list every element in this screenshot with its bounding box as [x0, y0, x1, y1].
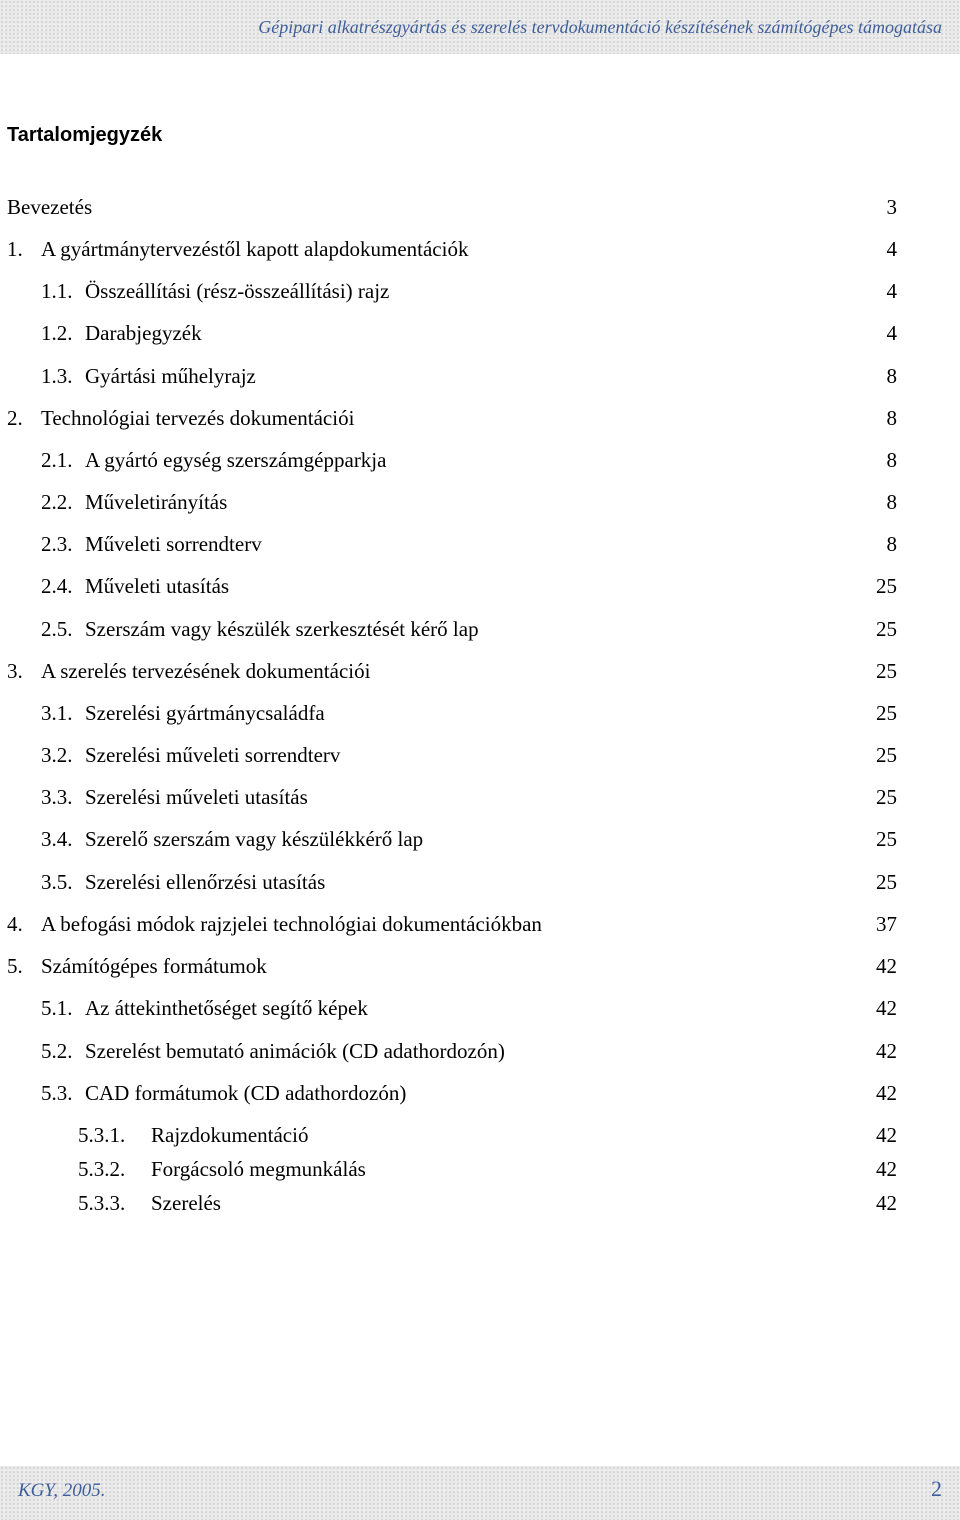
toc-entry [0, 318, 960, 348]
toc-entry-page: 4 [886, 237, 897, 261]
toc-entry-page: 8 [886, 406, 897, 430]
toc-entry-label: A gyártó egység szerszámgépparkja [85, 448, 387, 472]
toc-entry [0, 361, 960, 391]
toc-entry-label: CAD formátumok (CD adathordozón) [85, 1081, 407, 1105]
toc-entry-number: 3.2. [41, 743, 73, 767]
toc-entry [0, 1188, 960, 1218]
toc-entry-label: Műveleti utasítás [85, 574, 230, 598]
toc-entry-label: Szerelés [151, 1191, 221, 1215]
toc-entry [0, 445, 960, 475]
toc-entry-page: 8 [886, 364, 897, 388]
toc-entry [0, 487, 960, 517]
toc-entry-number: 2.5. [41, 617, 73, 641]
toc-entry-label: Szerelést bemutató animációk (CD adathordozón) [85, 1039, 505, 1063]
toc-entry-label: Darabjegyzék [85, 321, 202, 345]
toc-entry [0, 951, 960, 981]
toc-entry [0, 993, 960, 1023]
footer-page-number: 2 [931, 1476, 942, 1501]
toc-entry-number: 2.4. [41, 574, 73, 598]
toc-entry-page: 25 [876, 870, 897, 894]
toc-entry-number: 1. [7, 237, 23, 261]
toc-entry-page: 25 [876, 827, 897, 851]
toc-entry-number: 3.3. [41, 785, 73, 809]
toc-entry-page: 42 [876, 1157, 897, 1181]
toc-entry-page: 37 [876, 912, 897, 936]
toc-entry-number: 5.3.2. [78, 1157, 126, 1181]
toc-entry-label: Összeállítási (rész-összeállítási) rajz [85, 279, 390, 303]
toc-entry-page: 25 [876, 617, 897, 641]
toc-entry [0, 1078, 960, 1108]
toc-entry [0, 403, 960, 433]
toc-entry [0, 192, 960, 222]
toc-entry-number: 3.5. [41, 870, 73, 894]
toc-entry-label: Műveletirányítás [85, 490, 228, 514]
toc-entry-number: 3. [7, 659, 23, 683]
toc-entry [0, 1120, 960, 1150]
toc-entry-number: 3.4. [41, 827, 73, 851]
toc-entry-number: 5. [7, 954, 23, 978]
toc-entry [0, 1154, 960, 1184]
toc-entry-page: 42 [876, 1191, 897, 1215]
toc-entry [0, 276, 960, 306]
toc-entry-page: 8 [886, 448, 897, 472]
toc-entry-number: 1.1. [41, 279, 73, 303]
toc-entry-number: 3.1. [41, 701, 73, 725]
toc-entry-label: Bevezetés [7, 195, 93, 219]
toc-entry-label: Rajzdokumentáció [151, 1123, 309, 1147]
toc-entry-number: 5.2. [41, 1039, 73, 1063]
toc-entry [0, 656, 960, 686]
toc-entry-label: A befogási módok rajzjelei technológiai dokumentációkban [41, 912, 542, 936]
toc-entry-page: 25 [876, 785, 897, 809]
toc-entry-number: 5.3. [41, 1081, 73, 1105]
toc-entry [0, 867, 960, 897]
toc-entry-label: Szerszám vagy készülék szerkesztését kérő lap [85, 617, 479, 641]
toc-entry [0, 529, 960, 559]
footer-author-year: KGY, 2005. [18, 1480, 106, 1501]
toc-entry-page: 42 [876, 996, 897, 1020]
toc-entry-page: 25 [876, 701, 897, 725]
toc-entry-number: 1.2. [41, 321, 73, 345]
toc-entry [0, 740, 960, 770]
toc-entry-label: A gyártmánytervezéstől kapott alapdokumentációk [41, 237, 469, 261]
toc-entry-label: Gyártási műhelyrajz [85, 364, 256, 388]
toc-entry-number: 2. [7, 406, 23, 430]
toc-entry-label: Szerelési gyártmánycsaládfa [85, 701, 325, 725]
toc-entry-number: 5.3.1. [78, 1123, 126, 1147]
toc-entry-label: A szerelés tervezésének dokumentációi [41, 659, 371, 683]
toc-entry-page: 25 [876, 574, 897, 598]
toc-entry-number: 4. [7, 912, 23, 936]
toc-entry-page: 42 [876, 954, 897, 978]
toc-entry-page: 25 [876, 659, 897, 683]
toc-entry [0, 782, 960, 812]
toc-entry [0, 1036, 960, 1066]
toc-entry-page: 42 [876, 1081, 897, 1105]
toc-entry-label: Számítógépes formátumok [41, 954, 267, 978]
toc-entry-label: Műveleti sorrendterv [85, 532, 262, 556]
toc-title: Tartalomjegyzék [7, 124, 163, 146]
toc-entry-number: 1.3. [41, 364, 73, 388]
toc-entry [0, 909, 960, 939]
toc-entry-page: 42 [876, 1123, 897, 1147]
footer-band [0, 1466, 960, 1520]
toc-entry-page: 8 [886, 490, 897, 514]
toc-entry-page: 4 [886, 279, 897, 303]
toc-entry-label: Szerelő szerszám vagy készülékkérő lap [85, 827, 424, 851]
toc-entry-label: Szerelési ellenőrzési utasítás [85, 870, 326, 894]
toc-entry-number: 2.1. [41, 448, 73, 472]
toc-entry [0, 824, 960, 854]
toc-entry-number: 5.1. [41, 996, 73, 1020]
toc-entry-label: Forgácsoló megmunkálás [151, 1157, 366, 1181]
toc-entry-number: 2.2. [41, 490, 73, 514]
toc-entry-page: 4 [886, 321, 897, 345]
toc-entry-label: Az áttekinthetőséget segítő képek [85, 996, 368, 1020]
toc-entry [0, 234, 960, 264]
toc-entry [0, 571, 960, 601]
toc-entry-page: 8 [886, 532, 897, 556]
toc-entry [0, 614, 960, 644]
toc-entry-label: Szerelési műveleti sorrendterv [85, 743, 341, 767]
toc-entry-page: 3 [886, 195, 897, 219]
toc-entry-page: 42 [876, 1039, 897, 1063]
toc-entry-label: Technológiai tervezés dokumentációi [41, 406, 355, 430]
toc-entry-number: 2.3. [41, 532, 73, 556]
toc-entry [0, 698, 960, 728]
running-header: Gépipari alkatrészgyártás és szerelés tervdokumentáció készítésének számítógépes támogatása [258, 17, 942, 37]
toc-entry-label: Szerelési műveleti utasítás [85, 785, 308, 809]
toc-entry-number: 5.3.3. [78, 1191, 126, 1215]
toc-entry-page: 25 [876, 743, 897, 767]
